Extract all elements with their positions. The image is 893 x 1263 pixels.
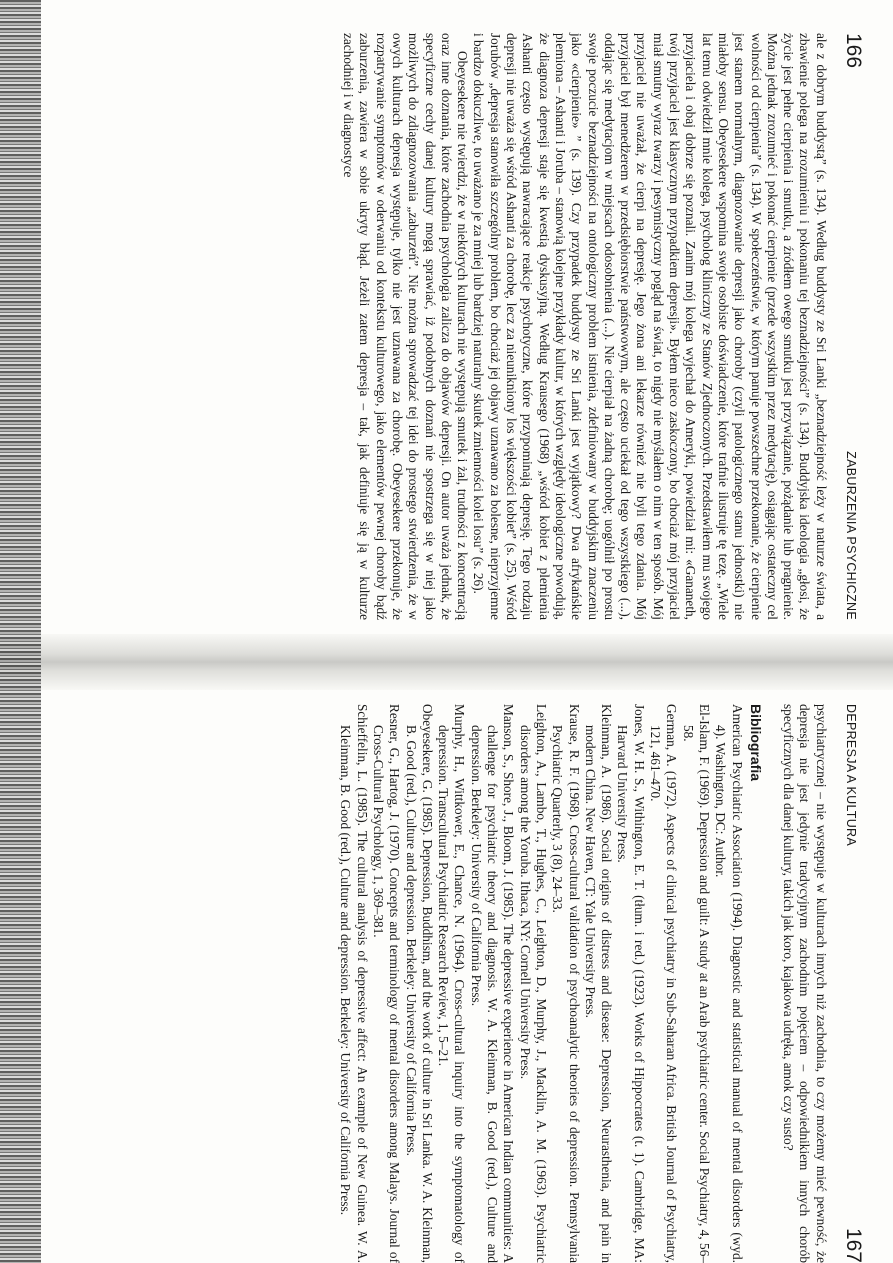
bibliography-entry: Krause, R. F. (1968). Cross-cultural validation of psychoanalytic theories of depression. Pennsylvania Psychiatric Quarterly, 3 (8), 24–33. — [550, 704, 582, 1263]
bibliography-entry: Manson, S., Shore, J., Bloom, J. (1985). The depressive experience in American Indian communities: A challenge for psychiatric theory and diagnosis. W. A. Kleinman, B. Good (red.), Culture and depression. Berkeley: University of California Press. — [468, 704, 517, 1263]
right-running-head: DEPRESJA A KULTURA — [844, 704, 858, 847]
bibliography-entry: Jones, W. H. S., Withington, E. T. (tłum. i red.) (1923). Works of Hippocrates (t. 1). Cambridge, MA: Harvard University Press. — [615, 704, 647, 1263]
bibliography-entry: Kleinman, A. (1986). Social origins of distress and disease: Depression, Neurasthenia, and pain in modern China. New Haven, CT: Yale University Press. — [582, 704, 615, 1263]
left-page-number: 166 — [842, 33, 865, 69]
bibliography-entry: Leighton, A., Lambo, T., Hughes, C., Leighton, D., Murphy, J., Macklin, A. M. (1963). Psychiatric disorders among the Yoruba. Ithaca, NY: Cornell University Press. — [517, 704, 549, 1263]
bibliography-entry: American Psychiatric Association (1994). Diagnostic and statistical manual of mental disorders (wyd. 4). Washington, DC: Author. — [713, 704, 745, 1263]
bibliography-entry: Murphy, H., Wittkower, E., Chance, N. (1964). Cross-cultural inquiry into the symptomatology of depression. Transcultural Psychiatric Research Review, 1, 5–21. — [436, 704, 468, 1263]
bibliography-entry: German, A. (1972). Aspects of clinical psychiatry in Sub-Saharan Africa. British Journal of Psychiatry, 121, 461–470. — [648, 704, 680, 1263]
right-continuation-paragraph: psychiatrycznej – nie występuje w kulturach innych niż zachodnia, to czy możemy mieć pewność, że depresja nie jest jedynie tradycyjnym zachodnim pojęciem – odpowiednikiem innych chorób specyficznych dla danej kultury, takich jak koro, kajakowa udręka, amok czy susto? — [781, 704, 829, 1263]
bibliography-entry: Schieffelin, L. (1985). The cultural analysis of depressive affect: An example of New Guinea. W. A. Kleinman, B. Good (red.), Culture and depression. Berkeley: University of California Press. — [338, 704, 370, 1263]
left-running-head: ZABURZENIA PSYCHICZNE — [844, 451, 858, 620]
left-paragraph-1: ale z dobrym buddystą” (s. 134). Według buddysty ze Sri Lanki „beznadziejność leży w naturze świata, a zbawienie polega na zrozumieniu i pokonaniu tej beznadziejności” (s. 134). Buddyjska ideologia „głosi, że życie jest pełne cierpienia i smutku, a źródłem owego smutku jest przywiązanie, pożądanie lub pragnienie. Można jednak zrozumieć i pokonać cierpienie (przede wszystkim przez medytację), osiągając ostateczny cel wolności od cierpienia” (s. 134). W społeczeństwie, w którym panuje powszechne przekonanie, że cierpienie jest stanem normalnym, diagnozowanie depresji jako choroby (czyli patologicznego stanu jednostki) nie miałoby sensu. Obeyesekere wspomina swoje osobiste doświadczenie, które trafnie ilustruje tę tezę. „Wiele lat temu odwiedził mnie kolega, psycholog kliniczny ze Stanów Zjednoczonych. Przedstawiłem mu swojego przyjaciela i obaj dobrze się poznali. Zanim mój kolega wyjechał do Ameryki, powiedział mi: «Gananeth, twój przyjaciel jest klasycznym przypadkiem depresji». Byłem nieco zaskoczony, bo chociaż mój przyjaciel miał smutny wyraz twarzy i pesymistyczny pogląd na świat, to nigdy nie myślałem o nim w ten sposób. Mój przyjaciel nie uważał, że cierpi na depresję. Jego żona ani lekarze również nie byli tego zdania. Mój przyjaciel był menedżerem w przedsiębiorstwie państwowym, ale często uciekał od tego wszystkiego (...), oddając się medytacjom w miejscach odosobnienia (...). Nie cierpiał na żadną chorobę; uogólnił po prostu swoje poczucie beznadziejności na ontologiczny problem istnienia, zdefiniowany w buddyjskim znaczeniu jako «cierpienie» ” (s. 139). Czy przypadek buddysty ze Sri Lanki jest wyjątkowy? Dwa afrykańskie plemiona – Ashanti i Joruba – stanowią kolejne przykłady kultur, w których względy ideologiczne powodują, że diagnoza depresji staje się kwestią dyskusyjną. Według Krausego (1968) „wśród kobiet z plemienia Ashanti często występują nawracające reakcje psychotyczne, które przypominają depresję. Tego rodzaju depresji nie uważa się wśród Ashanti za chorobę, lecz za nieunikniony los większości kobiet” (s. 25). Wśród Jorubów „depresja stanowiła szczególny problem, bo chociaż jej objawy uznawano za bolesne, nieprzyjemne i bardzo dokuczliwe, to uważano je za mniej lub bardziej naturalny skutek zmienności kolei losu” (s. 26). — [471, 33, 829, 620]
bibliography-entry: Resner, G., Hartog, J. (1970). Concepts and terminology of mental disorders among Malays. Journal of Cross-Cultural Psychology, 1, 369–381. — [370, 704, 403, 1263]
bibliography-heading: Bibliografia — [747, 704, 764, 782]
bibliography-entry: Obeyesekere, G. (1985). Depression, Buddhism, and the work of culture in Sri Lanka. W. A. Kleinman, B. Good (red.), Culture and depression. Berkeley: University of California Press. — [403, 704, 435, 1263]
bibliography-list — [337, 704, 744, 1263]
bibliography-entry: El-Islam, F. (1969). Depression and guilt: A study at an Arab psychiatric center. Social Psychiatry, 4, 56–58. — [680, 704, 712, 1263]
left-paragraph-2: Obeyesekere nie twierdzi, że w niektórych kulturach nie występują smutek i żal, trudności z koncentracją oraz inne doznania, które zachodnia psychologia zalicza do objawów depresji. On autor uważa jednak, że specyficzne cechy danej kultury mogą sprawiać, iż podobnych doznań nie spostrzega się w niej jako możliwych do zdiagnozowania „zaburzeń”. Nie można sprowadzać tej idei do prostego stwierdzenia, że w owych kulturach depresja występuje, tylko nie jest uznawana za chorobę. Obeyesekere przekonuje, że rozpatrywanie symptomów w oderwaniu od kontekstu kulturowego, jako elementów pewnej choroby bądź zaburzenia, zawiera w sobie ukryty błąd. Jeżeli zatem depresja – tak, jak definiuje się ją w kulturze zachodniej i w diagnostyce — [341, 33, 471, 620]
left-page-header — [842, 33, 865, 620]
right-page — [0, 682, 893, 1263]
right-page-number: 167 — [842, 1227, 865, 1263]
right-page-header — [842, 704, 865, 1263]
